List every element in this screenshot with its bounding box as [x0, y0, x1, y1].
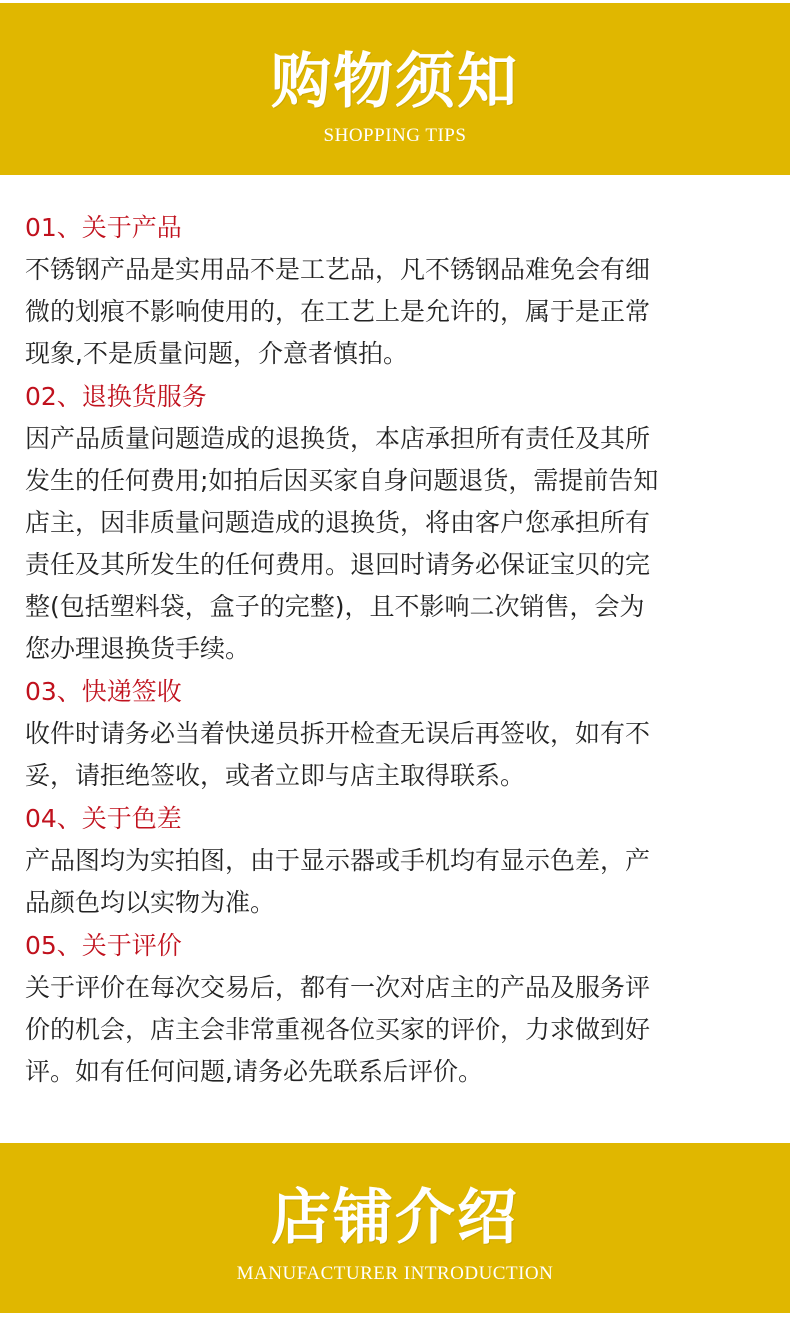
text-line: 关于评价在每次交易后，都有一次对店主的产品及服务评: [25, 973, 651, 1002]
banner-title: 购物须知: [271, 47, 519, 117]
text-line: 价的机会，店主会非常重视各位买家的评价，力求做到好: [25, 1015, 651, 1044]
tip-section: [25, 375, 775, 670]
section-text: [25, 418, 775, 670]
banner-subtitle: SHOPPING TIPS: [323, 125, 467, 146]
section-title: 01、关于产品: [25, 213, 182, 242]
text-line: 产品图均为实拍图，由于显示器或手机均有显示色差，产: [25, 846, 651, 875]
text-line: 因产品质量问题造成的退换货，本店承担所有责任及其所: [25, 424, 651, 453]
text-line: 您办理退换货手续。: [25, 634, 251, 663]
banner-subtitle: MANUFACTURER INTRODUCTION: [236, 1263, 554, 1284]
text-line: 发生的任何费用;如拍后因买家自身问题退货，需提前告知: [25, 466, 659, 495]
shop-intro-banner: [0, 1143, 790, 1313]
tip-section: [25, 797, 775, 924]
banner-title: 店铺介绍: [271, 1183, 519, 1253]
text-line: 责任及其所发生的任何费用。退回时请务必保证宝贝的完: [25, 550, 651, 579]
shopping-tips-banner: [0, 3, 790, 175]
text-line: 现象,不是质量问题，介意者慎拍。: [25, 339, 408, 368]
section-text: [25, 840, 775, 924]
text-line: 店主，因非质量问题造成的退换货，将由客户您承担所有: [25, 508, 651, 537]
tip-section: [25, 670, 775, 797]
text-line: 微的划痕不影响使用的，在工艺上是允许的，属于是正常: [25, 297, 651, 326]
section-title: 05、关于评价: [25, 931, 182, 960]
section-title: 02、退换货服务: [25, 382, 207, 411]
text-line: 品颜色均以实物为准。: [25, 888, 276, 917]
tip-section: [25, 206, 775, 375]
section-text: [25, 249, 775, 375]
section-title: 04、关于色差: [25, 804, 182, 833]
text-line: 收件时请务必当着快递员拆开检查无误后再签收，如有不: [25, 719, 651, 748]
section-text: [25, 713, 775, 797]
text-line: 妥，请拒绝签收，或者立即与店主取得联系。: [25, 761, 526, 790]
section-text: [25, 967, 775, 1093]
text-line: 不锈钢产品是实用品不是工艺品，凡不锈钢品难免会有细: [25, 255, 651, 284]
tips-content: [25, 206, 775, 1093]
section-title: 03、快递签收: [25, 677, 182, 706]
text-line: 整(包括塑料袋，盒子的完整)，且不影响二次销售，会为: [25, 592, 645, 621]
text-line: 评。如有任何问题,请务必先联系后评价。: [25, 1057, 483, 1086]
tip-section: [25, 924, 775, 1093]
